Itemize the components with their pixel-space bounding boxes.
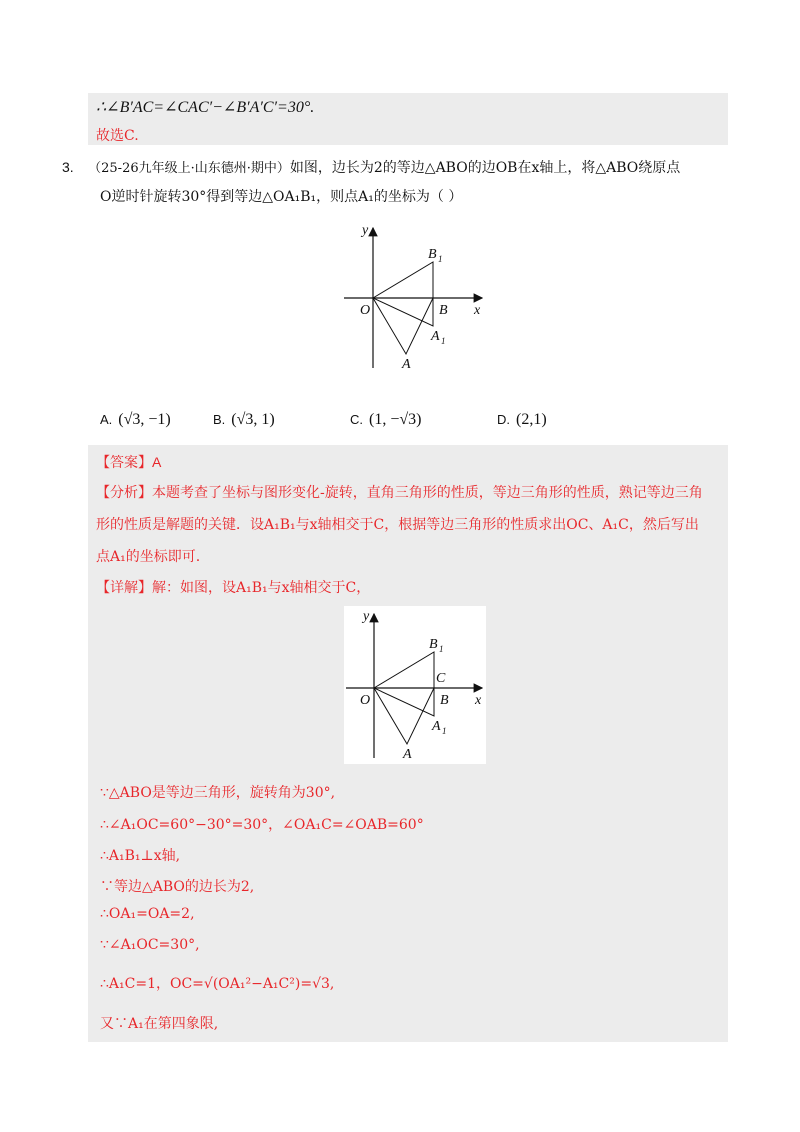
label-b1-sub: 1 [438, 254, 443, 264]
answer-value: A [152, 454, 162, 470]
analysis-text-2: 形的性质是解题的关键．设A₁B₁与x轴相交于C，根据等边三角形的性质求出OC、A₁C，然后写出 [96, 517, 699, 533]
label-a: A [402, 357, 411, 372]
option-b-value: (√3, 1) [231, 411, 275, 428]
question-line1-text: 如图，边长为2的等边△ABO的边OB在x轴上，将△ABO绕原点 [289, 160, 681, 176]
analysis-tag: 【分析】 [96, 485, 152, 501]
previous-choose-text: 故选C. [96, 128, 139, 144]
analysis-line-3 [96, 546, 200, 566]
label-b: B [439, 303, 448, 318]
detail-intro: 解：如图，设A₁B₁与x轴相交于C， [152, 580, 371, 596]
detail-step-6-text: ∵∠A₁OC=30°, [100, 937, 200, 953]
triangle-abo [373, 298, 433, 354]
option-a-value: (√3, −1) [118, 411, 171, 428]
label-y-2: y [363, 609, 370, 624]
option-c[interactable] [350, 411, 421, 429]
detail-step-2 [100, 814, 424, 834]
detail-step-3 [100, 845, 180, 865]
label-a1-2: A [432, 719, 441, 734]
detail-step-3-text: ∴A₁B₁⊥x轴, [100, 848, 181, 864]
answer-line [96, 452, 161, 472]
detail-step-7-text: ∴A₁C=1，OC=√(OA₁²−A₁C²)=√3, [100, 976, 335, 992]
triangle-abo-2 [374, 688, 434, 744]
label-x: x [474, 303, 481, 318]
question-line-2 [100, 186, 462, 206]
question-source: （25-26九年级上·山东德州·期中） [88, 161, 290, 176]
detail-step-5-text: ∴OA₁=OA=2, [100, 906, 195, 922]
previous-choose-line [96, 125, 139, 145]
detail-step-2-text: ∴∠A₁OC=60°−30°=30°，∠OA₁C=∠OAB=60° [100, 817, 424, 833]
detail-step-5 [100, 906, 195, 922]
label-b-2: B [440, 693, 449, 708]
analysis-line-2 [96, 514, 699, 534]
option-a[interactable] [100, 411, 171, 429]
option-b-label: B. [213, 412, 226, 427]
detail-step-8 [100, 1013, 218, 1033]
previous-therefore-line [96, 97, 314, 117]
label-b1-sub-2: 1 [439, 644, 444, 654]
question-figure [340, 222, 500, 382]
label-b1: B [428, 247, 437, 262]
label-y: y [362, 223, 369, 238]
question-number: 3. [62, 159, 74, 175]
label-c-2: C [436, 671, 446, 686]
detail-step-8-text: 又∵A₁在第四象限, [100, 1016, 219, 1032]
analysis-text-3: 点A₁的坐标即可. [96, 549, 201, 565]
answer-tag: 【答案】 [96, 455, 152, 471]
option-c-label: C. [350, 412, 363, 427]
option-d-label: D. [497, 412, 510, 427]
detail-step-1-text: ∵△ABO是等边三角形，旋转角为30°, [100, 785, 336, 801]
option-a-label: A. [100, 412, 113, 427]
question-line-1 [62, 157, 680, 177]
detail-step-7 [100, 973, 334, 993]
option-d[interactable] [497, 411, 547, 429]
analysis-text-1: 本题考查了坐标与图形变化-旋转，直角三角形的性质，等边三角形的性质，熟记等边三角 [152, 485, 703, 501]
label-x-2: x [475, 693, 482, 708]
label-o: O [360, 303, 371, 318]
previous-therefore-text: ∴∠B′AC=∠CAC′−∠B′A′C′=30°. [96, 99, 315, 116]
label-a-2: A [403, 747, 412, 762]
option-b[interactable] [213, 411, 275, 429]
detail-step-4-text: ∵等边△ABO的边长为2, [100, 879, 255, 895]
label-o-2: O [360, 693, 371, 708]
detail-step-6 [100, 937, 200, 953]
analysis-line-1 [96, 482, 703, 502]
question-line2-text: O逆时针旋转30°得到等边△OA₁B₁，则点A₁的坐标为（ ） [100, 189, 463, 205]
detail-intro-line [96, 577, 370, 597]
detail-figure [344, 606, 486, 764]
detail-tag: 【详解】 [96, 580, 152, 596]
label-a1-sub-2: 1 [442, 726, 447, 736]
detail-step-4 [100, 876, 254, 896]
label-a1-sub: 1 [441, 336, 446, 346]
detail-step-1 [100, 782, 335, 802]
label-b1-2: B [429, 637, 438, 652]
label-a1: A [431, 329, 440, 344]
option-c-value: (1, −√3) [369, 411, 422, 428]
option-d-value: (2,1) [516, 411, 547, 428]
